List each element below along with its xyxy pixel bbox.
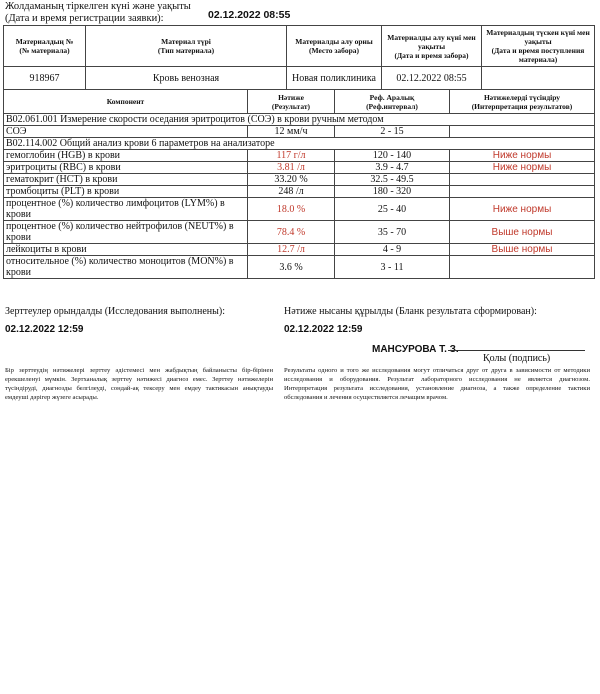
interpretation: Ниже нормы xyxy=(450,162,595,174)
component-header: Компонент xyxy=(4,90,248,114)
table-row xyxy=(4,221,595,244)
section-cbc: B02.114.002 Общий анализ крови 6 параметров на анализаторе xyxy=(4,138,595,150)
form-label: Нәтиже нысаны құрылды (Бланк результата сформирован): xyxy=(284,306,537,317)
result-value: 12.7 /л xyxy=(248,244,335,256)
disclaimer-kz: Бір зерттеудің нәтижелері зерттеу әдістемесі мен жабдықтың байланысты бір-бірінен ерекшеленуі мүмкін. Зертханалық зерттеу нәтижесі диагноз емес. Зерттеу нәтижелерін түсіндіруді, диагнозды белгілеуді, сондай-ақ тексеру мен емдеу тактикасын анықтауды емдеуші дәрігер жүзеге асырады. xyxy=(5,367,273,401)
component-name: лейкоциты в крови xyxy=(4,244,248,256)
interpretation xyxy=(450,126,595,138)
performer-date: 02.12.2022 12:59 xyxy=(5,324,84,335)
material-collect-date-header: Материалды алу күні мен уақыты (Дата и время забора) xyxy=(382,26,482,67)
result-value: 78.4 % xyxy=(248,221,335,244)
material-place-header: Материалды алу орны (Место забора) xyxy=(287,26,382,67)
component-name: тромбоциты (PLT) в крови xyxy=(4,186,248,198)
result-value: 12 мм/ч xyxy=(248,126,335,138)
material-number: 918967 xyxy=(4,67,86,90)
component-name: относительное (%) количество моноцитов (MON%) в крови xyxy=(4,256,248,279)
result-value: 3.6 % xyxy=(248,256,335,279)
interpretation-header: Нәтижелерді түсіндіру (Интерпретация результатов) xyxy=(450,90,595,114)
results-table xyxy=(3,89,595,279)
form-date: 02.12.2022 12:59 xyxy=(284,324,363,335)
signature-label: Қолы (подпись) xyxy=(483,353,551,364)
result-value: 3.81 /л xyxy=(248,162,335,174)
interpretation: Выше нормы xyxy=(450,221,595,244)
material-received-date-header: Материалдың түскен күні мен уақыты (Дата и время поступления материала) xyxy=(482,26,595,67)
reference-range: 32.5 - 49.5 xyxy=(335,174,450,186)
registration-label-kz: Жолдаманың тіркелген күні және уақыты xyxy=(5,1,191,12)
table-row xyxy=(4,174,595,186)
material-place: Новая поликлиника xyxy=(287,67,382,90)
table-row xyxy=(4,256,595,279)
result-header: Нәтиже (Результат) xyxy=(248,90,335,114)
reference-range: 4 - 9 xyxy=(335,244,450,256)
table-row xyxy=(4,162,595,174)
section-row xyxy=(4,114,595,126)
result-value: 248 /л xyxy=(248,186,335,198)
result-value: 18.0 % xyxy=(248,198,335,221)
table-row xyxy=(4,126,595,138)
material-header-row xyxy=(4,26,595,67)
interpretation: Ниже нормы xyxy=(450,198,595,221)
reference-range: 3.9 - 4.7 xyxy=(335,162,450,174)
material-number-header: Материалдың № (№ материала) xyxy=(4,26,86,67)
reference-header: Реф. Аралық (Реф.интервал) xyxy=(335,90,450,114)
interpretation xyxy=(450,256,595,279)
doctor-name: МАНСУРОВА Т. З. xyxy=(372,344,459,355)
disclaimer-ru: Результаты одного и того же исследования могут отличаться друг от друга в зависимости от методики исследования и оборудования. Результат лабораторного исследования не является диагнозом. Интерпретация результата исследования, установление диагноза, а также определение тактики обследования и лечения осуществляется лечащим врачом. xyxy=(284,367,590,401)
signature-line xyxy=(448,350,585,351)
result-value: 33.20 % xyxy=(248,174,335,186)
material-received-date xyxy=(482,67,595,90)
component-name: процентное (%) количество нейтрофилов (NEUT%) в крови xyxy=(4,221,248,244)
reference-range: 3 - 11 xyxy=(335,256,450,279)
component-name: гемоглобин (HGB) в крови xyxy=(4,150,248,162)
registration-label-ru: (Дата и время регистрации заявки): xyxy=(5,13,164,24)
material-row xyxy=(4,67,595,90)
material-table xyxy=(3,25,595,90)
table-row xyxy=(4,244,595,256)
reference-range: 35 - 70 xyxy=(335,221,450,244)
interpretation: Ниже нормы xyxy=(450,150,595,162)
table-row xyxy=(4,150,595,162)
table-row xyxy=(4,198,595,221)
component-name: гематокрит (HCT) в крови xyxy=(4,174,248,186)
material-type: Кровь венозная xyxy=(86,67,287,90)
material-type-header: Материал түрі (Тип материала) xyxy=(86,26,287,67)
material-collect-date: 02.12.2022 08:55 xyxy=(382,67,482,90)
performer-label: Зерттеулер орындалды (Исследования выполнены): xyxy=(5,306,225,317)
reference-range: 180 - 320 xyxy=(335,186,450,198)
reference-range: 120 - 140 xyxy=(335,150,450,162)
component-name: эритроциты (RBC) в крови xyxy=(4,162,248,174)
interpretation: Выше нормы xyxy=(450,244,595,256)
table-row xyxy=(4,186,595,198)
section-soe: B02.061.001 Измерение скорости оседания эритроцитов (СОЭ) в крови ручным методом xyxy=(4,114,595,126)
registration-date: 02.12.2022 08:55 xyxy=(208,9,291,21)
component-name: процентное (%) количество лимфоцитов (LYM%) в крови xyxy=(4,198,248,221)
component-name: СОЭ xyxy=(4,126,248,138)
reference-range: 2 - 15 xyxy=(335,126,450,138)
reference-range: 25 - 40 xyxy=(335,198,450,221)
interpretation xyxy=(450,186,595,198)
result-value: 117 г/л xyxy=(248,150,335,162)
section-row xyxy=(4,138,595,150)
interpretation xyxy=(450,174,595,186)
results-header-row xyxy=(4,90,595,114)
